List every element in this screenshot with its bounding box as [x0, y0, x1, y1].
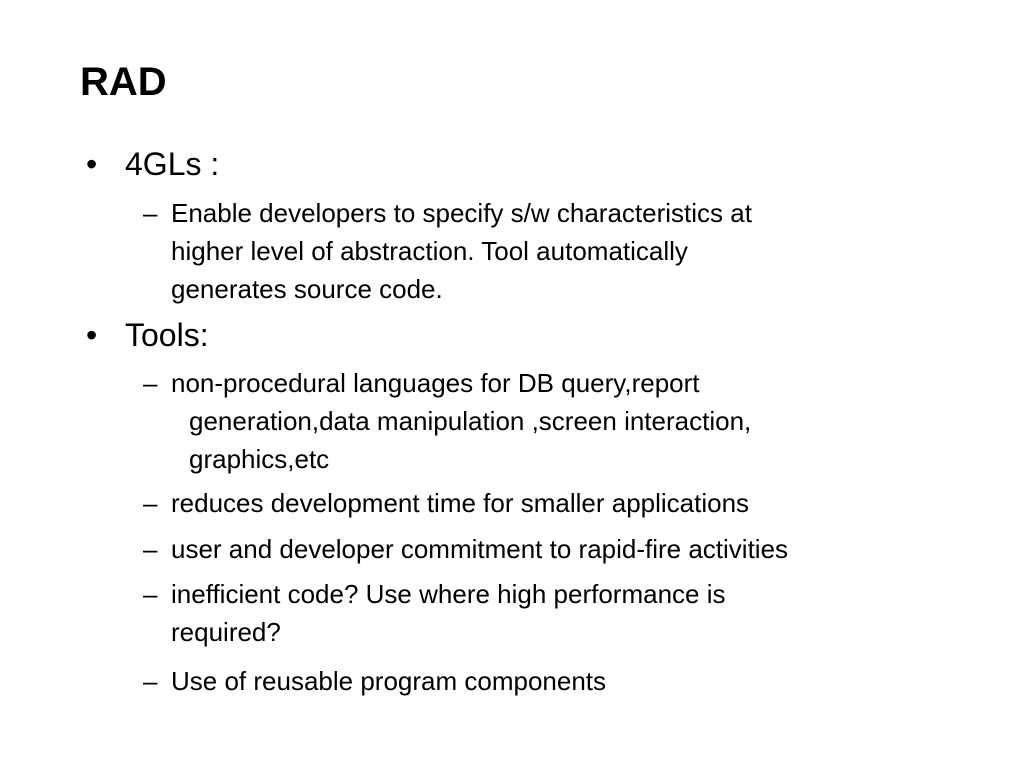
- sub-bullet-text: [171, 484, 749, 522]
- sub-bullet-text: [171, 364, 751, 478]
- sub-bullet-text: [171, 530, 788, 568]
- sub-bullet-marker: –: [143, 368, 158, 398]
- sub-bullet-line: user and developer commitment to rapid-fire activities: [171, 534, 789, 564]
- bullet-marker: •: [86, 146, 98, 182]
- sub-bullet-marker: –: [143, 488, 158, 518]
- sub-bullet-line: higher level of abstraction. Tool automatically: [171, 236, 688, 266]
- sub-bullet-line: inefficient code? Use where high performance is: [171, 579, 726, 609]
- sub-bullet-text: [171, 662, 606, 700]
- sub-bullet-line: generation,data manipulation ,screen interaction,: [189, 406, 752, 436]
- sub-bullet-line: reduces development time for smaller applications: [171, 488, 750, 518]
- sub-bullet-line: required?: [171, 617, 281, 647]
- sub-bullet-line: graphics,etc: [189, 444, 330, 474]
- sub-bullet-marker: –: [143, 198, 158, 228]
- bullet-tools: [86, 317, 209, 353]
- sub-bullet-marker: –: [143, 579, 158, 609]
- sub-bullet-reduces-development-time: [143, 484, 749, 522]
- sub-bullet-text: [171, 575, 726, 651]
- bullet-text: 4GLs :: [125, 146, 220, 182]
- sub-bullet-inefficient-code: [143, 575, 726, 651]
- sub-bullet-non-procedural-languages: [143, 364, 751, 478]
- sub-bullet-marker: –: [143, 534, 158, 564]
- sub-bullet-reusable-components: [143, 662, 606, 700]
- sub-bullet-line: Enable developers to specify s/w characteristics at: [171, 198, 752, 228]
- sub-bullet-marker: –: [143, 666, 158, 696]
- sub-bullet-line: generates source code.: [171, 274, 443, 304]
- sub-bullet-text: [171, 194, 752, 308]
- sub-bullet-line: non-procedural languages for DB query,report: [171, 368, 700, 398]
- bullet-4gls: [86, 146, 219, 182]
- sub-bullet-user-developer-commitment: [143, 530, 788, 568]
- sub-bullet-line: Use of reusable program components: [171, 666, 607, 696]
- sub-bullet-4gls-description: [143, 194, 752, 308]
- slide-title: RAD: [80, 60, 167, 104]
- bullet-marker: •: [86, 317, 98, 353]
- bullet-text: Tools:: [125, 317, 209, 353]
